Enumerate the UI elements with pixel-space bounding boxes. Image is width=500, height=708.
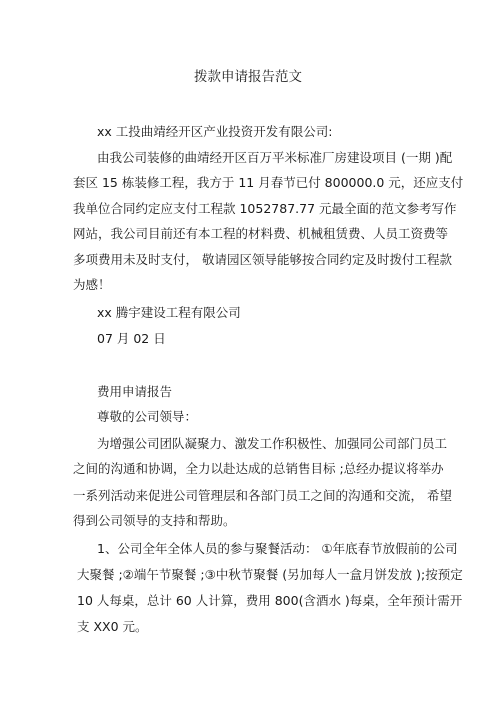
letter2-item-line: 1、公司全年全体人员的参与聚餐活动： ①年底春节放假前的公司 — [97, 541, 458, 556]
letter1-body-line: 套区 15 栋装修工程，我方于 11 月春节已付 800000.0 元，还应支付 — [73, 175, 464, 190]
letter2-item-line: 10 人每桌，总计 60 人计算，费用 800(含酒水 )每桌，全年预计需开 — [77, 593, 463, 608]
letter1-salutation: xx 工投曲靖经开区产业投资开发有限公司: — [97, 124, 333, 139]
letter2-heading: 费用申请报告 — [97, 384, 173, 399]
letter1-body-line: 由我公司装修的曲靖经开区百万平米标准厂房建设项目 (一期 )配 — [97, 150, 453, 165]
letter1-body-line: 我单位合同约定应支付工程款 1052787.77 元最全面的范文参考写作 — [73, 201, 457, 216]
letter1-body-line: 网站，我公司目前还有本工程的材料费、机械租赁费、人员工资费等 — [73, 226, 449, 241]
letter2-body-line: 之间的沟通和协调，全力以赴达成的总销售目标 ;总经办提议将举办 — [73, 461, 444, 476]
letter2-body-line: 为增强公司团队凝聚力、激发工作积极性、加强同公司部门员工 — [97, 436, 448, 451]
letter2-item-line: 支 XX0 元。 — [77, 619, 148, 634]
letter1-date: 07 月 02 日 — [97, 331, 166, 346]
letter2-salutation: 尊敬的公司领导： — [97, 409, 198, 424]
letter2-body-line: 得到公司领导的支持和帮助。 — [73, 513, 236, 528]
letter2-item-line: 大聚餐 ;②端午节聚餐 ;③中秋节聚餐 (另加每人一盒月饼发放 );按预定 — [77, 567, 463, 582]
letter1-body-line: 多项费用未及时支付， 敬请园区领导能够按合同约定及时拨付工程款 — [73, 252, 452, 267]
letter1-body-line: 为感！ — [73, 277, 111, 292]
letter2-body-line: 一系列活动来促进公司管理层和各部门员工之间的沟通和交流， 希望 — [73, 488, 452, 503]
document-title: 拨款申请报告范文 — [194, 69, 302, 85]
letter1-signature: xx 腾宇建设工程有限公司 — [97, 305, 241, 320]
